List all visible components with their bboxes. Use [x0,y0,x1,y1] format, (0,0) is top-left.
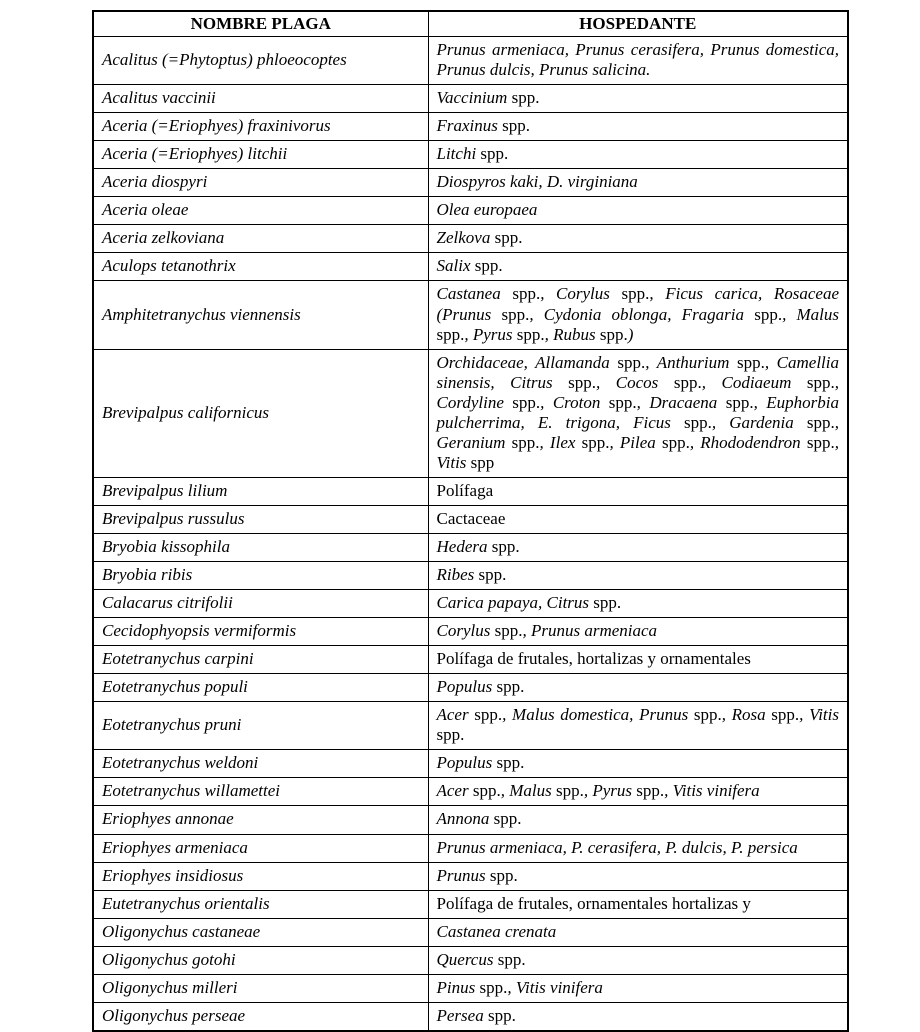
hospedante-cell: Polífaga de frutales, ornamentales hortalizas y [428,890,848,918]
plaga-cell: Oligonychus perseae [93,1002,428,1031]
hospedante-cell: Persea spp. [428,1002,848,1031]
plaga-cell: Aceria (=Eriophyes) fraxinivorus [93,113,428,141]
hospedante-cell: Annona spp. [428,806,848,834]
table-row [93,197,848,225]
hospedante-cell: Prunus spp. [428,862,848,890]
plaga-cell: Eriophyes armeniaca [93,834,428,862]
hospedante-cell: Salix spp. [428,253,848,281]
table-body [93,37,848,1031]
plaga-cell: Eriophyes insidiosus [93,862,428,890]
table-row [93,349,848,477]
hospedante-cell: Carica papaya, Citrus spp. [428,590,848,618]
plaga-cell: Calacarus citrifolii [93,590,428,618]
hospedante-cell: Ribes spp. [428,562,848,590]
hospedante-cell: Cactaceae [428,505,848,533]
table-row [93,141,848,169]
hospedante-cell: Vaccinium spp. [428,85,848,113]
hospedante-cell: Acer spp., Malus domestica, Prunus spp., Rosa spp., Vitis spp. [428,702,848,750]
plaga-cell: Eotetranychus weldoni [93,750,428,778]
plaga-cell: Bryobia ribis [93,562,428,590]
table-row [93,834,848,862]
plaga-cell: Cecidophyopsis vermiformis [93,618,428,646]
hospedante-cell: Fraxinus spp. [428,113,848,141]
plaga-cell: Brevipalpus russulus [93,505,428,533]
table-row [93,253,848,281]
table-row [93,37,848,85]
plaga-cell: Aceria oleae [93,197,428,225]
table-row [93,85,848,113]
table-row [93,225,848,253]
table-row [93,477,848,505]
plaga-cell: Oligonychus castaneae [93,918,428,946]
hospedante-cell: Polífaga de frutales, hortalizas y ornamentales [428,646,848,674]
table-row [93,590,848,618]
plaga-cell: Brevipalpus lilium [93,477,428,505]
hospedante-cell: Populus spp. [428,674,848,702]
column-header-nombre-plaga: NOMBRE PLAGA [93,11,428,37]
plaga-cell: Aceria zelkoviana [93,225,428,253]
table-row [93,778,848,806]
plaga-cell: Eotetranychus willamettei [93,778,428,806]
pest-host-table [92,10,849,1032]
plaga-cell: Amphitetranychus viennensis [93,281,428,349]
table-row [93,533,848,561]
plaga-cell: Eotetranychus pruni [93,702,428,750]
table-row [93,113,848,141]
hospedante-cell: Orchidaceae, Allamanda spp., Anthurium spp., Camellia sinensis, Citrus spp., Cocos spp., Codiaeum spp., Cordyline spp., Croton spp., Dracaena spp., Euphorbia pulcherrima, E. trigona, Ficus spp., Gardenia spp., Geranium spp., Ilex spp., Pilea spp., Rhododendron spp., Vitis spp [428,349,848,477]
plaga-cell: Oligonychus milleri [93,974,428,1002]
table-row [93,562,848,590]
hospedante-cell: Diospyros kaki, D. virginiana [428,169,848,197]
plaga-cell: Acalitus (=Phytoptus) phloeocoptes [93,37,428,85]
plaga-cell: Oligonychus gotohi [93,946,428,974]
hospedante-cell: Pinus spp., Vitis vinifera [428,974,848,1002]
hospedante-cell: Corylus spp., Prunus armeniaca [428,618,848,646]
hospedante-cell: Olea europaea [428,197,848,225]
plaga-cell: Brevipalpus californicus [93,349,428,477]
table-row [93,702,848,750]
hospedante-cell: Hedera spp. [428,533,848,561]
header-row [93,11,848,37]
table-row [93,281,848,349]
plaga-cell: Aculops tetanothrix [93,253,428,281]
table-row [93,646,848,674]
hospedante-cell: Prunus armeniaca, Prunus cerasifera, Prunus domestica, Prunus dulcis, Prunus salicina. [428,37,848,85]
hospedante-cell: Polífaga [428,477,848,505]
plaga-cell: Aceria diospyri [93,169,428,197]
hospedante-cell: Acer spp., Malus spp., Pyrus spp., Vitis vinifera [428,778,848,806]
table-row [93,946,848,974]
hospedante-cell: Castanea crenata [428,918,848,946]
table-row [93,862,848,890]
table-row [93,806,848,834]
plaga-cell: Eotetranychus carpini [93,646,428,674]
hospedante-cell: Populus spp. [428,750,848,778]
table-row [93,618,848,646]
hospedante-cell: Zelkova spp. [428,225,848,253]
table-row [93,674,848,702]
table-row [93,974,848,1002]
plaga-cell: Eutetranychus orientalis [93,890,428,918]
table-row [93,505,848,533]
plaga-cell: Eriophyes annonae [93,806,428,834]
plaga-cell: Bryobia kissophila [93,533,428,561]
hospedante-cell: Quercus spp. [428,946,848,974]
plaga-cell: Aceria (=Eriophyes) litchii [93,141,428,169]
hospedante-cell: Litchi spp. [428,141,848,169]
table-row [93,750,848,778]
table-row [93,169,848,197]
table-row [93,918,848,946]
column-header-hospedante: HOSPEDANTE [428,11,848,37]
table-row [93,1002,848,1031]
hospedante-cell: Castanea spp., Corylus spp., Ficus carica, Rosaceae (Prunus spp., Cydonia oblonga, Fragaria spp., Malus spp., Pyrus spp., Rubus spp.) [428,281,848,349]
hospedante-cell: Prunus armeniaca, P. cerasifera, P. dulcis, P. persica [428,834,848,862]
table-row [93,890,848,918]
plaga-cell: Eotetranychus populi [93,674,428,702]
plaga-cell: Acalitus vaccinii [93,85,428,113]
